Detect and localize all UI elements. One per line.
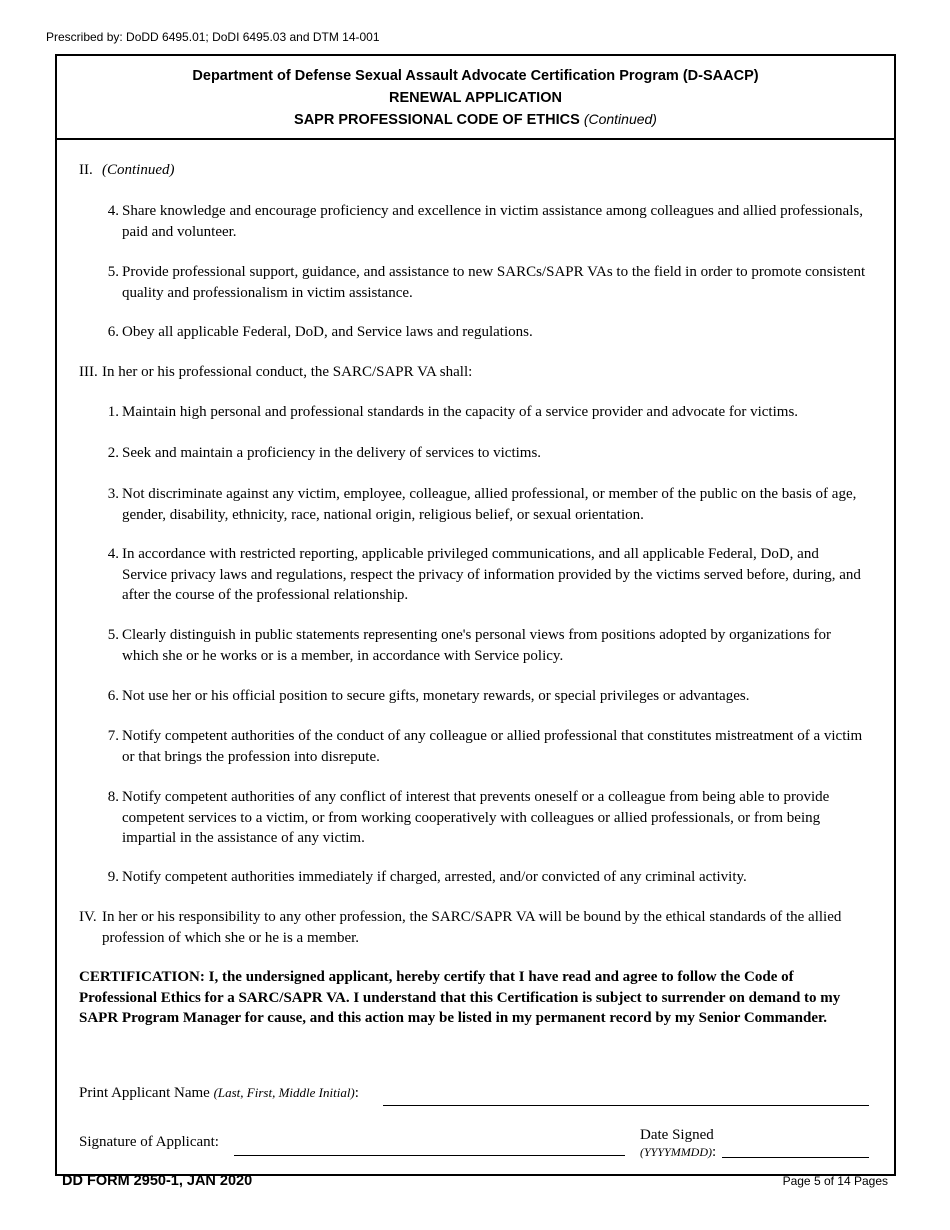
certification-statement: CERTIFICATION: I, the undersigned applicant, hereby certify that I have read and agree to follow the Code of Professional Ethics for a SARC/SAPR VA. I understand that this Certification is subject to surrender on demand to my SAPR Program Manager for cause, and this action may be listed in my permanent record by my Senior Commander.	[79, 969, 841, 1026]
form-header	[57, 56, 894, 140]
date-signed-field[interactable]	[722, 1139, 869, 1158]
print-name-field[interactable]	[383, 1087, 869, 1106]
date-signed-label: Date Signed	[640, 1127, 714, 1143]
header-title: Department of Defense Sexual Assault Advocate Certification Program (D-SAACP)	[192, 68, 759, 84]
page-number: Page 5 of 14 Pages	[782, 1174, 888, 1188]
prescribed-by: Prescribed by: DoDD 6495.01; DoDI 6495.03 and DTM 14-001	[46, 30, 380, 44]
signature-field[interactable]	[234, 1137, 625, 1156]
header-subtitle: RENEWAL APPLICATION	[389, 89, 562, 106]
signature-label: Signature of Applicant:	[79, 1134, 219, 1150]
form-number: DD FORM 2950-1, JAN 2020	[62, 1173, 253, 1189]
header-section-title: SAPR PROFESSIONAL CODE OF ETHICS (Continued)	[294, 111, 657, 128]
print-name-label: Print Applicant Name (Last, First, Middle Initial):	[79, 1085, 359, 1101]
date-signed-hint: (YYYYMMDD):	[640, 1144, 717, 1160]
form-frame: Department of Defense Sexual Assault Advocate Certification Program (D-SAACP) RENEWAL APPLICATION SAPR PROFESSIONAL CODE OF ETHICS (Continued) II. (Continued) 4. Share knowledge and encourage proficiency and excellence in victim assistance among colleagues and allied professionals, paid and volunteer. 5. Provide professional support, guidance, and assistance to new SARCs/SAPR VAs to the field in order to promote consistent quality and professionalism in victim assistance. 6. Obey all applicable Federal, DoD, and Service laws and regulations. III. In her or his professional conduct, the SARC/SAPR VA shall: 1. Maintain high personal and professional standards in the capacity of a service provider and advocate for victims. 2. Seek and maintain a proficiency in the delivery of services to victims. 3. Not discriminate against any victim, employee, colleague, allied professional, or member of the public on the basis of age, gender, disability, ethnicity, race, national origin, religious belief, or sexual orientation. 4. In accordance with restricted reporting, applicable privileged communications, and all applicable Federal, DoD, and Service privacy laws and regulations, respect the privacy of information provided by the victims served before, during, and after the course of the professional relationship. 5. Clearly distinguish in public statements representing one's personal views from positions adopted by organizations for which she or he works or is a member, in accordance with Service policy. 6. Not use her or his official position to secure gifts, monetary rewards, or special privileges or advantages. 7. Notify competent authorities of the conduct of any colleague or allied professional that constitutes mistreatment of a victim or that brings the profession into disrepute. 8. Notify competent authorities of any conflict of interest that prevents oneself or a colleague from being able to provide competent services to a victim, or from working cooperatively with colleagues or allied professionals, or from being impartial in the assistance of any victim. 9. Notify competent authorities immediately if charged, arrested, and/or convicted of any criminal activity. IV. In her or his responsibility to any other profession, the SARC/SAPR VA will be bound by the ethical standards of the allied profession of which she or he is a member. CERTIFICATION: I, the undersigned applicant, hereby certify that I have read and agree to follow the Code of Professional Ethics for a SARC/SAPR VA. I understand that this Certification is subject to surrender on demand to my SAPR Program Manager for cause, and this action may be listed in my permanent record by my Senior Commander. Print Applicant Name (Last, First, Middle Initial): Signature of Applicant: Date Signed (YYYYMMDD):	[55, 54, 896, 1176]
